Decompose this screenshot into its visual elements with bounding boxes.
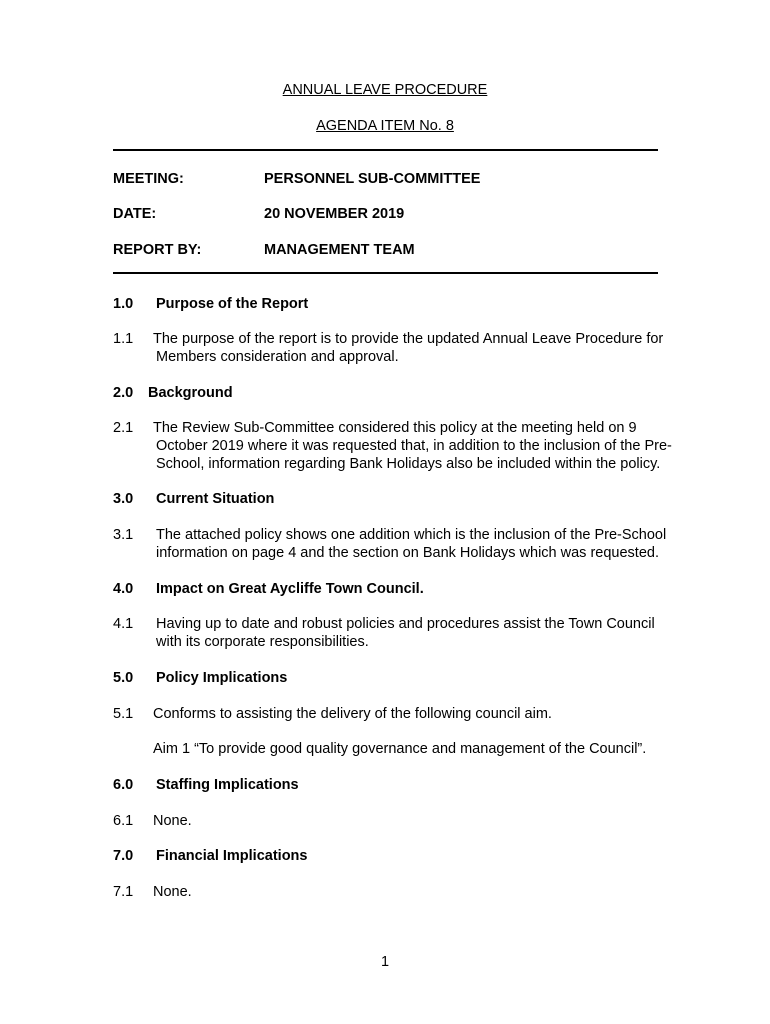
date-label: DATE: (113, 206, 157, 222)
paragraph-number: 7.1 (113, 884, 134, 900)
section-heading: Background (148, 385, 233, 401)
paragraph-line: School, information regarding Bank Holidays also be included within the policy. (156, 456, 661, 472)
section-number: 6.0 (113, 777, 134, 793)
meeting-label: MEETING: (113, 171, 184, 187)
paragraph-line: None. (153, 884, 192, 900)
report-by-label: REPORT BY: (113, 242, 202, 258)
paragraph-line: information on page 4 and the section on Bank Holidays which was requested. (156, 545, 659, 561)
paragraph-line: The purpose of the report is to provide the updated Annual Leave Procedure for (153, 331, 664, 347)
section-number: 7.0 (113, 848, 134, 864)
paragraph-number: 3.1 (113, 527, 134, 543)
paragraph-line: Aim 1 “To provide good quality governance and management of the Council”. (153, 741, 647, 757)
paragraph-number: 5.1 (113, 706, 134, 722)
date-value: 20 NOVEMBER 2019 (264, 206, 405, 222)
page-number: 1 (380, 954, 390, 970)
agenda-item: AGENDA ITEM No. 8 (316, 118, 454, 134)
paragraph-line: Members consideration and approval. (156, 349, 399, 365)
section-number: 5.0 (113, 670, 134, 686)
document-title: ANNUAL LEAVE PROCEDURE (282, 82, 488, 98)
meeting-value: PERSONNEL SUB-COMMITTEE (264, 171, 481, 187)
paragraph-line: The attached policy shows one addition which is the inclusion of the Pre-School (156, 527, 667, 543)
paragraph-line: Conforms to assisting the delivery of the following council aim. (153, 706, 552, 722)
paragraph-line: The Review Sub-Committee considered this policy at the meeting held on 9 (153, 420, 637, 436)
meta-divider (113, 272, 658, 274)
paragraph-number: 2.1 (113, 420, 134, 436)
top-divider (113, 149, 658, 151)
section-number: 2.0 (113, 385, 134, 401)
section-heading: Policy Implications (156, 670, 288, 686)
report-by-value: MANAGEMENT TEAM (264, 242, 415, 258)
paragraph-number: 4.1 (113, 616, 134, 632)
section-number: 3.0 (113, 491, 134, 507)
section-heading: Financial Implications (156, 848, 308, 864)
paragraph-number: 1.1 (113, 331, 134, 347)
paragraph-line: October 2019 where it was requested that, in addition to the inclusion of the Pre- (156, 438, 672, 454)
section-heading: Staffing Implications (156, 777, 299, 793)
section-heading: Purpose of the Report (156, 296, 309, 312)
paragraph-line: None. (153, 813, 192, 829)
section-number: 1.0 (113, 296, 134, 312)
paragraph-line: with its corporate responsibilities. (156, 634, 369, 650)
section-heading: Impact on Great Aycliffe Town Council. (156, 581, 424, 597)
section-number: 4.0 (113, 581, 134, 597)
paragraph-number: 6.1 (113, 813, 134, 829)
section-heading: Current Situation (156, 491, 275, 507)
paragraph-line: Having up to date and robust policies and procedures assist the Town Council (156, 616, 655, 632)
